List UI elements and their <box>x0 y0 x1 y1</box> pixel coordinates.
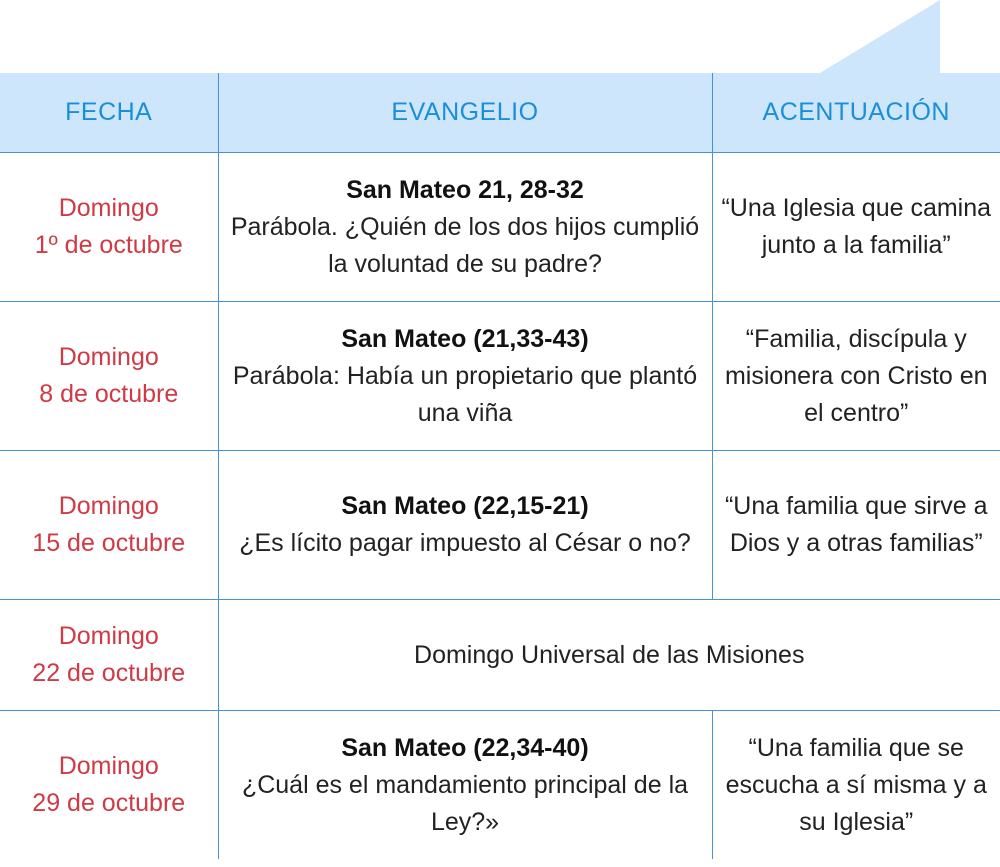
gospel-cell <box>218 153 712 302</box>
gospel-reference: San Mateo (22,15-21) <box>341 492 589 520</box>
date-weekday: Domingo <box>58 622 159 650</box>
table-row <box>0 451 1000 600</box>
header-tab-decoration <box>0 0 1000 80</box>
date-cell <box>0 711 218 860</box>
header-acentuacion: ACENTUACIÓN <box>712 73 1000 153</box>
date-day: 15 de octubre <box>32 529 186 557</box>
emphasis-cell: “Una familia que sirve a Dios y a otras familias” <box>712 451 1000 600</box>
date-day: 8 de octubre <box>39 380 179 408</box>
date-weekday: Domingo <box>58 343 159 371</box>
emphasis-cell: “Una Iglesia que camina junto a la familia” <box>712 153 1000 302</box>
date-weekday: Domingo <box>58 194 159 222</box>
header-evangelio: EVANGELIO <box>218 73 712 153</box>
table-row <box>0 600 1000 711</box>
gospel-cell <box>218 302 712 451</box>
date-day: 22 de octubre <box>32 659 186 687</box>
date-day: 29 de octubre <box>32 789 186 817</box>
date-cell <box>0 600 218 711</box>
gospel-cell <box>218 711 712 860</box>
date-weekday: Domingo <box>58 492 159 520</box>
table-row <box>0 302 1000 451</box>
gospel-description: ¿Es lícito pagar impuesto al César o no? <box>239 529 691 557</box>
gospel-reference: San Mateo (22,34-40) <box>341 733 589 762</box>
date-cell <box>0 153 218 302</box>
gospel-schedule-table <box>0 73 1000 859</box>
date-day: 1º de octubre <box>34 231 183 259</box>
gospel-description: Parábola: Había un propietario que plantó una viña <box>232 361 698 427</box>
date-cell <box>0 451 218 600</box>
table-header-row <box>0 73 1000 153</box>
missions-day-cell: Domingo Universal de las Misiones <box>218 600 1000 711</box>
gospel-description: ¿Cuál es el mandamiento principal de la Ley?» <box>241 770 689 836</box>
header-fecha: FECHA <box>0 73 218 153</box>
date-weekday: Domingo <box>58 752 159 780</box>
gospel-reference: San Mateo 21, 28-32 <box>346 175 584 204</box>
emphasis-cell: “Una familia que se escucha a sí misma y a su Iglesia” <box>712 711 1000 860</box>
emphasis-cell: “Familia, discípula y misionera con Cristo en el centro” <box>712 302 1000 451</box>
gospel-reference: San Mateo (21,33-43) <box>341 324 589 353</box>
gospel-cell <box>218 451 712 600</box>
table-row <box>0 711 1000 860</box>
date-cell <box>0 302 218 451</box>
gospel-description: Parábola. ¿Quién de los dos hijos cumplió la voluntad de su padre? <box>230 212 700 278</box>
table-row <box>0 153 1000 302</box>
